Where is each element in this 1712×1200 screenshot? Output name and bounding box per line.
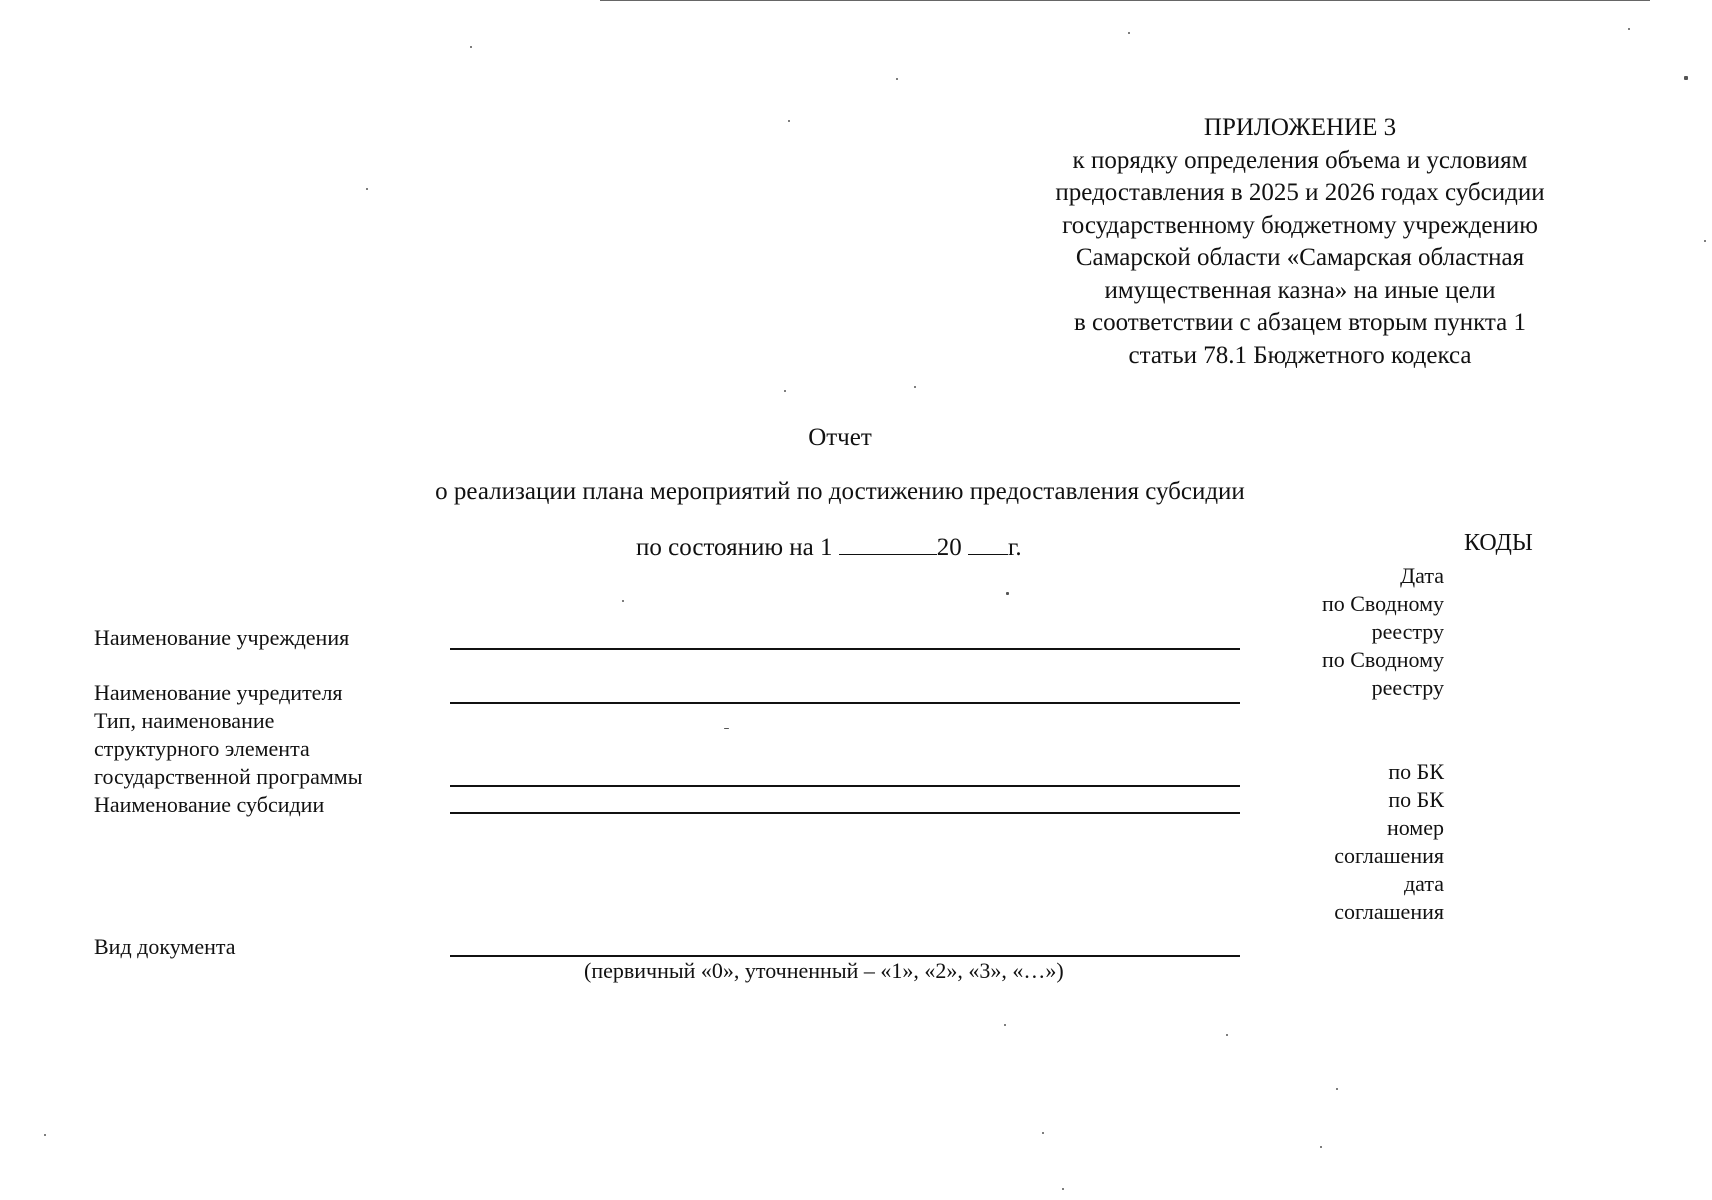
- date-year-blank[interactable]: [968, 534, 1008, 555]
- institution-field[interactable]: [450, 648, 1240, 650]
- appendix-line: имущественная казна» на иные цели: [1104, 276, 1496, 304]
- report-title: Отчет: [808, 424, 872, 451]
- code-label: соглашения: [1334, 843, 1444, 868]
- doc-type-note: (первичный «0», уточненный – «1», «2», «3», «…»): [584, 958, 1064, 983]
- scan-speck: [366, 188, 368, 190]
- date-month-blank[interactable]: [839, 534, 937, 555]
- program-label-line-2: структурного элемента: [94, 736, 310, 761]
- scan-top-edge: [600, 0, 1650, 1]
- scan-speck: [44, 1134, 46, 1136]
- code-label: по БК: [1388, 759, 1444, 784]
- code-label: соглашения: [1334, 899, 1444, 924]
- scan-speck: [1042, 1132, 1044, 1134]
- scan-speck: [1062, 1188, 1064, 1190]
- code-label-spacer: [1200, 702, 1444, 730]
- founder-label: Наименование учредителя: [94, 680, 343, 705]
- scan-speck: [784, 390, 786, 392]
- scan-speck: [1628, 28, 1630, 30]
- appendix-header: [1000, 112, 1600, 372]
- program-field[interactable]: [450, 785, 1240, 787]
- appendix-line: предоставления в 2025 и 2026 годах субсидии: [1055, 179, 1545, 206]
- appendix-line: в соответствии с абзацем вторым пункта 1: [1073, 309, 1527, 336]
- founder-field[interactable]: [450, 702, 1240, 704]
- code-label: по БК: [1388, 787, 1444, 812]
- scan-speck: [1684, 76, 1688, 80]
- code-label: по Сводному: [1321, 591, 1444, 616]
- doc-type-label: Вид документа: [94, 934, 236, 959]
- scan-speck: [788, 120, 790, 122]
- scan-speck: [622, 600, 624, 602]
- doc-type-field[interactable]: [450, 955, 1240, 957]
- scan-speck: [1128, 32, 1130, 34]
- scan-speck: [1004, 1024, 1006, 1026]
- subsidy-field[interactable]: [450, 812, 1240, 814]
- program-label-line-1: Тип, наименование: [94, 708, 275, 733]
- report-date-line: [636, 534, 1022, 562]
- scan-speck: [470, 46, 472, 48]
- code-label: по Сводному: [1321, 647, 1444, 672]
- scan-speck: [1704, 240, 1706, 242]
- scan-speck: [724, 728, 729, 729]
- appendix-line: статьи 78.1 Бюджетного кодекса: [1128, 341, 1472, 369]
- codes-header: КОДЫ: [1464, 530, 1533, 556]
- date-suffix: г.: [1007, 534, 1022, 561]
- date-year-prefix: 20: [936, 534, 962, 561]
- appendix-line: к порядку определения объема и условиям: [1072, 146, 1528, 174]
- scan-speck: [1006, 592, 1009, 595]
- appendix-line: Самарской области «Самарская областная: [1075, 244, 1525, 271]
- code-label: дата: [1403, 871, 1444, 896]
- code-label: реестру: [1371, 619, 1444, 644]
- appendix-line: ПРИЛОЖЕНИЕ 3: [1203, 114, 1397, 141]
- scan-speck: [1336, 1088, 1338, 1090]
- scan-speck: [1320, 1146, 1322, 1148]
- scan-speck: [896, 78, 898, 80]
- codes-labels: [1200, 562, 1444, 926]
- code-label-spacer: [1200, 730, 1444, 758]
- report-subtitle: о реализации плана мероприятий по достижению предоставления субсидии: [435, 478, 1245, 505]
- subsidy-label: Наименование субсидии: [94, 792, 325, 817]
- scan-speck: [914, 386, 916, 388]
- program-label-line-3: государственной программы: [94, 764, 363, 789]
- scan-speck: [1226, 1034, 1228, 1036]
- code-label: номер: [1386, 815, 1444, 840]
- code-label-date: Дата: [1400, 563, 1444, 588]
- institution-label: Наименование учреждения: [94, 625, 350, 650]
- appendix-line: государственному бюджетному учреждению: [1062, 211, 1538, 239]
- date-prefix: по состоянию на 1: [636, 534, 833, 561]
- code-label: реестру: [1371, 675, 1444, 700]
